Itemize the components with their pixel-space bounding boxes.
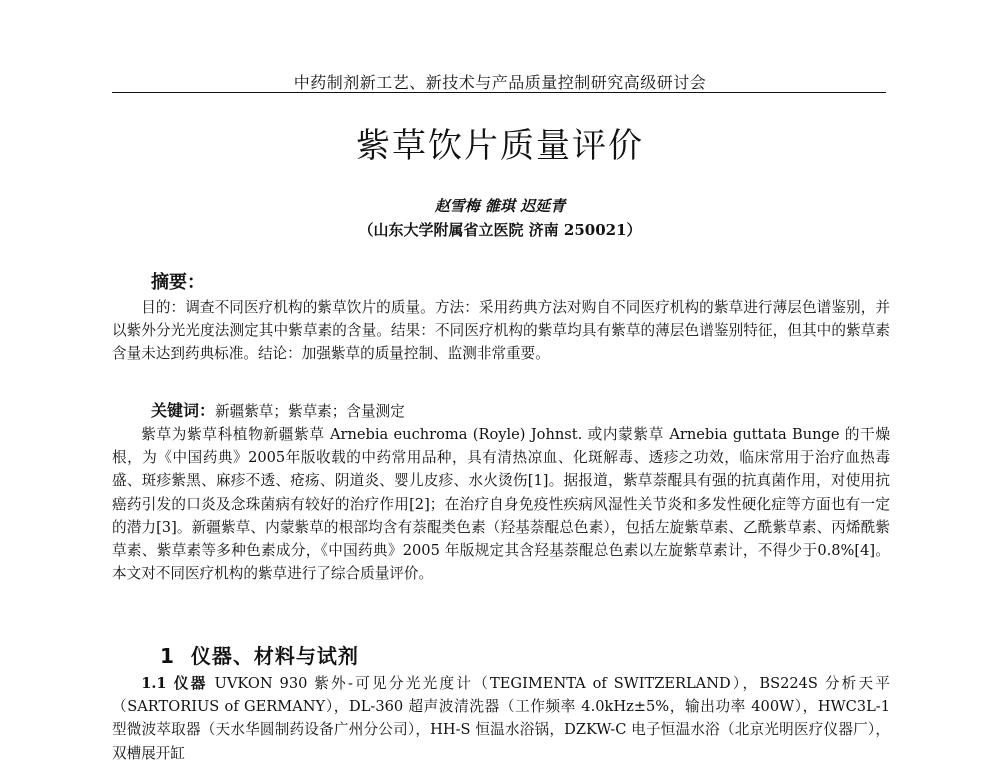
- section-1-number: 1: [160, 644, 175, 668]
- section-1-1-paragraph: [112, 672, 890, 765]
- introduction-paragraph: 紫草为紫草科植物新疆紫草 Arnebia euchroma (Royle) Johnst. 或内蒙紫草 Arnebia guttata Bunge 的干燥根，为《中国药典》2005年版收载的中药常用品种，具有清热凉血、化斑解毒、透疹之功效，临床常用于治疗血热毒盛、斑疹紫黑、麻疹不透、疮疡、阴道炎、婴儿皮疹、水火烫伤[1]。据报道，紫草萘醌具有强的抗真菌作用，对使用抗癌药引发的口炎及念珠菌病有较好的治疗作用[2]；在治疗自身免疫性疾病风湿性关节炎和多发性硬化症等方面也有一定的潜力[3]。新疆紫草、内蒙紫草的根部均含有萘醌类色素（羟基萘醌总色素），包括左旋紫草素、乙酰紫草素、丙烯酰紫草素、紫草素等多种色素成分，《中国药典》2005 年版规定其含羟基萘醌总色素以左旋紫草素计，不得少于0.8%[4]。本文对不同医疗机构的紫草进行了综合质量评价。: [112, 426, 890, 583]
- header-rule-right: [736, 92, 886, 93]
- paper-authors: 赵雪梅 雒琪 迟延青: [434, 197, 566, 215]
- section-1-title: 仪器、材料与试剂: [190, 644, 359, 668]
- paper-affiliation: （山东大学附属省立医院 济南 250021）: [358, 221, 642, 239]
- keywords-label: 关键词：: [151, 401, 216, 420]
- abstract-heading: 摘要：: [151, 272, 205, 293]
- paper-title: 紫草饮片质量评价: [356, 126, 644, 166]
- section-1-heading: [160, 640, 359, 669]
- header-rule-left: [112, 92, 392, 93]
- section-1-1-text: UVKON 930 紫外-可见分光光度计（TEGIMENTA of SWITZERLAND），BS224S 分析天平（SARTORIUS of GERMANY），DL-360 超声波清洗器（工作频率 4.0kHz±5%，输出功率 400W），HWC3L-1 型微波萃取器（天水华圆制药设备广州分公司），HH-S 恒温水浴锅，DZKW-C 电子恒温水浴（北京光明医疗仪器厂），双槽展开缸: [112, 675, 890, 762]
- running-head: 中药制剂新工艺、新技术与产品质量控制研究高级研讨会: [293, 73, 707, 92]
- header-rule-mid: [392, 92, 736, 93]
- keywords-text: 新疆紫草；紫草素；含量测定: [215, 403, 405, 420]
- keywords-line: [151, 398, 405, 421]
- section-1-1-lead: 1.1 仪器: [141, 675, 208, 692]
- abstract-text: 目的：调查不同医疗机构的紫草饮片的质量。方法：采用药典方法对购自不同医疗机构的紫草进行薄层色谱鉴别，并以紫外分光光度法测定其中紫草素的含量。结果：不同医疗机构的紫草均具有紫草的薄层色谱鉴别特征，但其中的紫草素含量未达到药典标准。结论：加强紫草的质量控制、监测非常重要。: [112, 299, 890, 363]
